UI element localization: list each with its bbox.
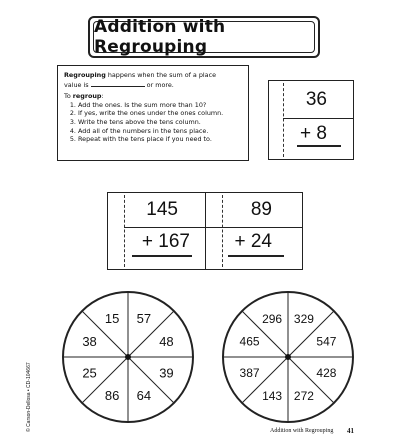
wheel-left-number: 86 bbox=[104, 388, 120, 404]
addend-bottom-3: + 24 bbox=[234, 231, 272, 252]
addend-bottom-2: + 167 bbox=[141, 231, 190, 252]
addend-top-2: 145 bbox=[146, 199, 178, 220]
definition-text: happens when the sum of a place bbox=[105, 71, 217, 79]
page-number: 41 bbox=[347, 427, 354, 435]
wheel-left bbox=[63, 292, 193, 422]
wheel-right-number: 296 bbox=[262, 311, 283, 326]
addend-bottom: + 8 bbox=[300, 123, 327, 144]
wheel-left-number: 39 bbox=[159, 365, 174, 381]
step-item: 2. If yes, write the ones under the ones column. bbox=[78, 109, 242, 118]
step-item: 5. Repeat with the tens place if you need to. bbox=[78, 135, 242, 144]
definition-text-end: or more. bbox=[144, 80, 174, 89]
wheel-right-number: 143 bbox=[262, 388, 283, 403]
wheel-right-number: 272 bbox=[293, 388, 314, 403]
copyright-text: © Carson-Dellosa • CD-104667 bbox=[26, 362, 32, 432]
step-item: 4. Add all of the numbers in the tens place. bbox=[78, 127, 242, 136]
step-item: 1. Add the ones. Is the sum more than 10? bbox=[78, 101, 242, 110]
to-regroup-suffix: : bbox=[101, 92, 104, 101]
wheel-right bbox=[223, 292, 353, 422]
to-regroup-prefix: To bbox=[64, 92, 73, 101]
wheel-right-number: 547 bbox=[316, 334, 337, 349]
wheel-right-number: 387 bbox=[239, 366, 260, 381]
addend-top: 36 bbox=[305, 89, 327, 110]
to-regroup-bold: regroup bbox=[72, 92, 102, 101]
definition-text-start: value is bbox=[64, 80, 91, 89]
wheel-left-number: 64 bbox=[136, 388, 152, 404]
wheel-left-number: 15 bbox=[104, 311, 120, 327]
definition-term: Regrouping bbox=[64, 71, 106, 79]
page-title: Addition with Regrouping bbox=[94, 17, 226, 57]
wheel-left-number: 48 bbox=[159, 333, 174, 349]
addend-top-3: 89 bbox=[250, 199, 272, 220]
wheel-right-number: 329 bbox=[293, 311, 314, 326]
footer-label: Addition with Regrouping bbox=[270, 428, 334, 434]
wheel-right-center bbox=[285, 354, 291, 360]
wheel-right-number: 465 bbox=[239, 334, 260, 349]
step-item: 3. Write the tens above the tens column. bbox=[78, 118, 242, 127]
wheel-left-number: 38 bbox=[82, 333, 97, 349]
wheel-left-center bbox=[125, 354, 131, 360]
wheel-left-number: 25 bbox=[82, 365, 97, 381]
wheel-left-number: 57 bbox=[136, 311, 152, 327]
wheel-right-number: 428 bbox=[316, 366, 337, 381]
